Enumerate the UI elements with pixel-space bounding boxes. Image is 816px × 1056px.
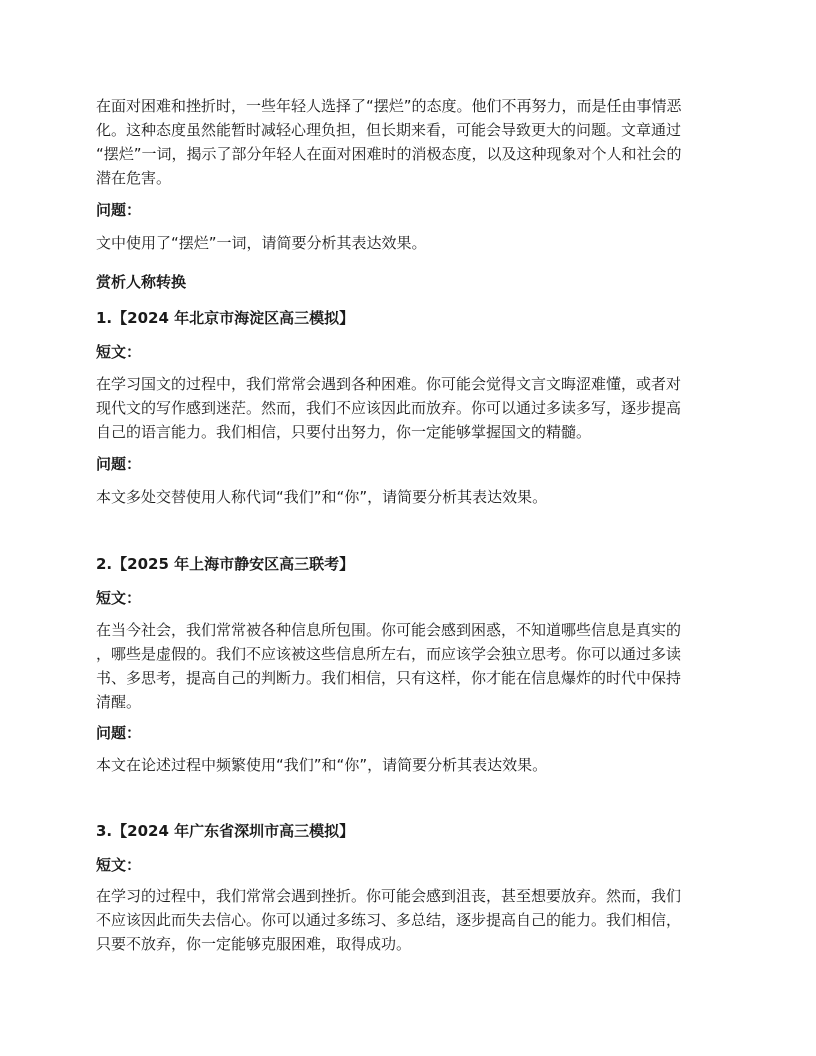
passage-line: 自己的语言能力。我们相信，只要付出努力，你一定能够掌握国文的精髓。	[96, 423, 592, 441]
passage-line: 书、多思考，提高自己的判断力。我们相信，只有这样，你才能在信息爆炸的时代中保持	[96, 669, 682, 687]
item-question: 本文多处交替使用人称代词“我们”和“你”，请简要分析其表达效果。	[96, 488, 548, 506]
section-title: 赏析人称转换	[96, 273, 187, 291]
passage-label: 短文：	[96, 589, 142, 607]
intro-question-label: 问题：	[96, 201, 142, 219]
intro-line: 潜在危害。	[96, 169, 172, 187]
question-label: 问题：	[96, 724, 142, 742]
item-passage	[96, 884, 722, 956]
passage-line: 只要不放弃，你一定能够克服困难，取得成功。	[96, 935, 412, 953]
intro-line: 化。这种态度虽然能暂时减轻心理负担，但长期来看，可能会导致更大的问题。文章通过	[96, 121, 682, 139]
item-heading: 2.【2025 年上海市静安区高三联考】	[96, 555, 355, 573]
intro-passage	[96, 94, 722, 190]
passage-line: 不应该因此而失去信心。你可以通过多练习、多总结，逐步提高自己的能力。我们相信，	[96, 911, 682, 929]
item-passage	[96, 372, 722, 444]
passage-label: 短文：	[96, 856, 142, 874]
passage-line: ，哪些是虚假的。我们不应该被这些信息所左右，而应该学会独立思考。你可以通过多读	[96, 645, 682, 663]
passage-line: 在学习国文的过程中，我们常常会遇到各种困难。你可能会觉得文言文晦涩难懂，或者对	[96, 375, 682, 393]
question-label: 问题：	[96, 455, 142, 473]
passage-line: 清醒。	[96, 693, 142, 711]
item-heading: 3.【2024 年广东省深圳市高三模拟】	[96, 822, 355, 840]
item-question: 本文在论述过程中频繁使用“我们”和“你”，请简要分析其表达效果。	[96, 756, 548, 774]
item-passage	[96, 618, 722, 714]
passage-line: 现代文的写作感到迷茫。然而，我们不应该因此而放弃。你可以通过多读多写，逐步提高	[96, 399, 682, 417]
passage-label: 短文：	[96, 343, 142, 361]
intro-line: “摆烂”一词，揭示了部分年轻人在面对困难时的消极态度，以及这种现象对个人和社会的	[96, 145, 682, 163]
item-heading: 1.【2024 年北京市海淀区高三模拟】	[96, 309, 355, 327]
passage-line: 在学习的过程中，我们常常会遇到挫折。你可能会感到沮丧，甚至想要放弃。然而，我们	[96, 887, 682, 905]
intro-line: 在面对困难和挫折时，一些年轻人选择了“摆烂”的态度。他们不再努力，而是任由事情恶	[96, 97, 682, 115]
intro-question: 文中使用了“摆烂”一词，请简要分析其表达效果。	[96, 234, 427, 252]
passage-line: 在当今社会，我们常常被各种信息所包围。你可能会感到困惑，不知道哪些信息是真实的	[96, 621, 682, 639]
